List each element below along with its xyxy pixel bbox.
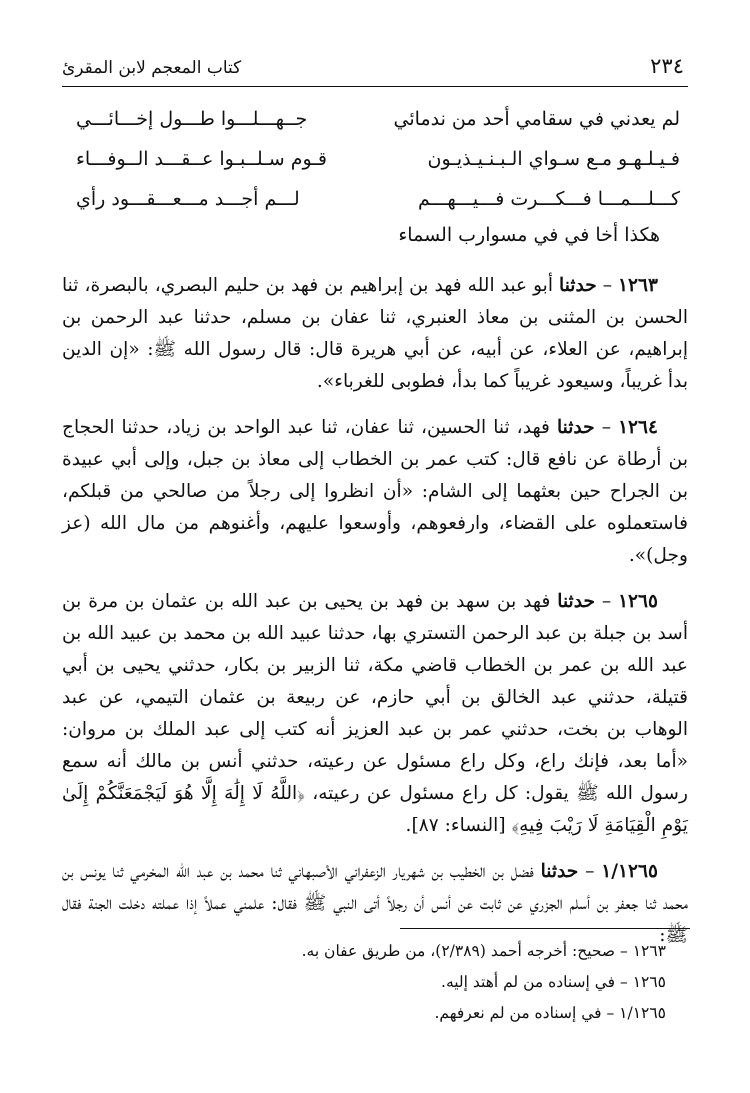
hadith-paragraph: ١/١٢٦٥ – حدثنا فضل بن الخطيب بن شهريار الزعفراني الأصبهاني ثنا محمد بن عبد الله المخرمي ثنا يونس بن محمد ثنا جعفر بن أسلم الجزري عن ثابت عن أنس أن رجلاً أتى النبي ﷺ فقال: علمني عملاً إذا عملته دخلت الجنة فقال ﷺ:: [62, 861, 688, 946]
hadith-text: فهد بن سهد بن فهد بن يحيى بن عبد الله بن عثمان بن مرة بن أسد بن جبلة بن عبد الرحمن التستري بها، حدثنا عبيد الله بن محمد بن عبيد الله بن عبد الله بن عمر بن الخطاب قاضي مكة، ثنا الزبير بن بكار، حدثني يحيى بن أبي قتيلة، حدثني عبد الخالق بن أبي حازم، عن ربيعة بن عثمان التيمي، عن عبد الوهاب بن بخت، حدثني عمر بن عبد العزيز أنه كتب إلى عبد الملك بن مروان: «أما بعد، فإنك راع، وكل راع مسئول عن رعيته، حدثني أنس بن مالك أنه سمع رسول الله ﷺ يقول: كل راع مسئول عن رعيته، ﴿اللَّهُ لَا إِلَٰهَ إِلَّا هُوَ لَيَجْمَعَنَّكُمْ إِلَىٰ يَوْمِ الْقِيَامَةِ لَا رَيْبَ فِيهِ﴾ [النساء: ٨٧].: [61, 591, 688, 836]
hadith-text: أبو عبد الله فهد بن إبراهيم بن فهد بن حليم البصري، بالبصرة، ثنا الحسن بن المثنى بن معاذ العنبري، ثنا عفان بن مسلم، حدثنا عبد الرحمن بن إبراهيم، عن العلاء، عن أبيه، عن أبي هريرة قال: قال رسول الله ﷺ: «إن الدين بدأ غريباً، وسيعود غريباً كما بدأ، فطوبى للغرباء».: [62, 275, 688, 392]
footnotes: [62, 936, 688, 1029]
poem-tail-line: هكذا أخا في في مسوارب السماء: [398, 224, 660, 246]
footnote-divider: [400, 928, 690, 929]
hadith-paragraph: ١٢٦٥ – حدثنا فهد بن سهد بن فهد بن يحيى بن عبد الله بن عثمان بن مرة بن أسد بن جبلة بن عبد الرحمن التستري بها، حدثنا عبيد الله بن محمد بن عبيد الله بن عبد الله بن عمر بن الخطاب قاضي مكة، ثنا الزبير بن بكار، حدثني يحيى بن أبي قتيلة، حدثني عبد الخالق بن أبي حازم، عن ربيعة بن عثمان التيمي، عن عبد الوهاب بن بخت، حدثني عمر بن عبد العزيز أنه كتب إلى عبد الملك بن مروان: «أما بعد، فإنك راع، وكل راع مسئول عن رعيته، حدثني أنس بن مالك أنه سمع رسول الله ﷺ يقول: كل راع مسئول عن رعيته، ﴿اللَّهُ لَا إِلَٰهَ إِلَّا هُوَ لَيَجْمَعَنَّكُمْ إِلَىٰ يَوْمِ الْقِيَامَةِ لَا رَيْبَ فِيهِ﴾ [النساء: ٨٧].: [61, 591, 688, 836]
hadith-paragraph: ١٢٦٣ – حدثنا أبو عبد الله فهد بن إبراهيم بن فهد بن حليم البصري، بالبصرة، ثنا الحسن بن المثنى بن معاذ العنبري، ثنا عفان بن مسلم، حدثنا عبد الرحمن بن إبراهيم، عن العلاء، عن أبيه، عن أبي هريرة قال: قال رسول الله ﷺ: «إن الدين بدأ غريباً، وسيعود غريباً كما بدأ، فطوبى للغرباء».: [62, 275, 688, 392]
hadith-lead-word: حدثنا: [540, 861, 579, 882]
hadith-list: [62, 270, 688, 966]
verse-second-hemistich: جــهـــلـــوا طـــول إخـــائـــي: [76, 108, 308, 130]
hadith-lead-word: حدثنا: [556, 417, 595, 438]
hadith-lead-word: حدثنا: [557, 591, 595, 612]
hadith-lead-word: حدثنا: [559, 275, 597, 296]
footnote: ١٢٦٥ – في إسناده من لم أهتد إليه.: [441, 973, 666, 991]
hadith-number: ١٢٦٤: [618, 417, 659, 438]
hadith-text: فهد، ثنا الحسين، ثنا عفان، ثنا عبد الواحد بن زياد، حدثنا الحجاج بن أرطاة عن نافع قال: كتب عمر بن الخطاب إلى معاذ بن جبل، وإلى أبي عبيدة بن الجراح حين بعثهما إلى الشام: «أن انظروا إلى رجلاً من صالحي من قبلكم، فاستعملوه على القضاء، وارفعوهم، وأوسعوا عليهم، وأغنوهم من مال الله (عز وجل)».: [62, 417, 688, 566]
hadith-paragraph: ١٢٦٤ – حدثنا فهد، ثنا الحسين، ثنا عفان، ثنا عبد الواحد بن زياد، حدثنا الحجاج بن أرطاة عن نافع قال: كتب عمر بن الخطاب إلى معاذ بن جبل، وإلى أبي عبيدة بن الجراح حين بعثهما إلى الشام: «أن انظروا إلى رجلاً من صالحي من قبلكم، فاستعملوه على القضاء، وارفعوهم، وأوسعوا عليهم، وأغنوهم من مال الله (عز وجل)».: [62, 417, 688, 566]
poem: [62, 108, 688, 246]
verse-second-hemistich: قـوم سـلــبـوا عــقـــد الــوفـــاء: [76, 148, 327, 170]
poem-verse: [62, 188, 688, 228]
verse-first-hemistich: فـيـلـهـو مـع سـواي الـبـنـيـذيـون: [427, 148, 680, 170]
poem-verse: [62, 108, 688, 148]
page-header: [62, 52, 688, 87]
hadith-number: ١/١٢٦٥: [601, 861, 658, 882]
hadith-number: ١٢٦٣: [618, 275, 658, 296]
verse-first-hemistich: لم يعدني في سقامي أحد من ندمائي: [393, 108, 680, 130]
verse-first-hemistich: كـــلـــمـــا فـــكـــرت فـــيـــهـــم: [418, 188, 680, 210]
hadith-number: ١٢٦٥: [618, 591, 659, 612]
page-number: ٢٣٤: [650, 54, 684, 78]
footnote: ١٢٦٣ – صحيح: أخرجه أحمد (٢/٣٨٩)، من طريق عفان به.: [301, 942, 666, 960]
book-title: كتاب المعجم لابن المقرئ: [62, 58, 242, 78]
poem-verse: [62, 148, 688, 188]
footnote: ١/١٢٦٥ – في إسناده من لم نعرفهم.: [434, 1004, 666, 1022]
hadith-text: فضل بن الخطيب بن شهريار الزعفراني الأصبهاني ثنا محمد بن عبد الله المخرمي ثنا يونس بن محمد ثنا جعفر بن أسلم الجزري عن ثابت عن أنس أن رجلاً أتى النبي ﷺ فقال: علمني عملاً إذا عملته دخلت الجنة فقال ﷺ:: [62, 861, 688, 946]
verse-second-hemistich: لـــم أجـــد مـــعـــقـــود رأي: [76, 188, 300, 210]
